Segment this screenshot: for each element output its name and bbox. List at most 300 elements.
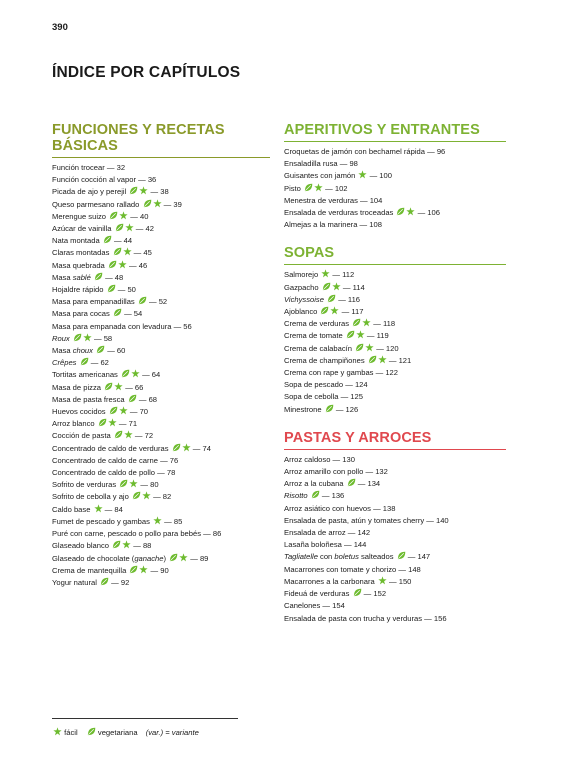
index-entry: Tortitas americanas — 64 (52, 370, 161, 380)
star-icon (125, 223, 134, 232)
index-entry: Fumet de pescado y gambas — 85 (52, 516, 183, 526)
index-entry: Nata montada — 44 (52, 236, 133, 246)
index-entry: Puré con carne, pescado o pollo para bebés — 86 (52, 529, 222, 539)
leaf-icon (128, 394, 137, 403)
leaf-icon (115, 223, 124, 232)
page-ref: 62 (100, 358, 109, 368)
recipe-name: Hojaldre rápido (52, 285, 104, 295)
page-ref: 66 (134, 382, 144, 392)
star-icon (330, 306, 339, 315)
recipe-name: Canelones (284, 601, 321, 611)
page-ref: 68 (148, 394, 158, 404)
leaf-icon (347, 478, 356, 487)
page-ref: 76 (169, 455, 179, 465)
index-entry: Masa de pizza — 66 (52, 382, 144, 392)
page-ref: 48 (114, 272, 124, 282)
recipe-name: Ensaladilla rusa (284, 159, 338, 169)
index-entry: Crema con rape y gambas — 122 (284, 368, 398, 378)
index-entry: Masa choux — 60 (52, 346, 126, 356)
index-entry: Guisantes con jamón — 100 (284, 171, 392, 181)
page-ref: 121 (398, 355, 412, 365)
recipe-name: Tagliatelle con boletus salteados (284, 552, 394, 562)
page-ref: 32 (116, 163, 126, 172)
index-entry: Canelones — 154 (284, 601, 345, 611)
star-icon (179, 553, 188, 562)
page-ref: 89 (199, 553, 209, 563)
leaf-icon (138, 296, 147, 305)
star-icon (108, 418, 117, 427)
index-column-left (52, 122, 270, 603)
index-section (52, 122, 270, 589)
star-icon (153, 516, 162, 525)
leaf-icon (104, 382, 113, 391)
leaf-icon (100, 577, 109, 586)
star-icon (365, 343, 374, 352)
recipe-name: Minestrone (284, 404, 322, 414)
star-icon (142, 491, 151, 500)
index-entry: Masa de pasta fresca — 68 (52, 394, 158, 404)
star-icon (378, 576, 387, 585)
star-icon (362, 318, 371, 327)
page-ref: 40 (140, 211, 149, 221)
index-entry: Cocción de pasta — 72 (52, 431, 154, 441)
footer-divider (52, 718, 238, 719)
page-ref: 106 (427, 208, 440, 218)
index-entry: Ajoblanco — 117 (284, 307, 364, 317)
index-entry: Yogur natural — 92 (52, 577, 130, 587)
recipe-name: Risotto (284, 491, 308, 501)
page-ref: 92 (120, 577, 130, 587)
leaf-icon (109, 406, 118, 415)
page-ref: 148 (408, 564, 421, 574)
leaf-icon (108, 260, 117, 269)
index-entry: Minestrone — 126 (284, 404, 359, 414)
legend-facil-label: fácil (64, 728, 78, 737)
index-entry: Almejas a la marinera — 108 (284, 220, 382, 230)
index-entry: Masa para empanada con levadura — 56 (52, 321, 192, 331)
leaf-icon (80, 357, 89, 366)
star-icon (53, 727, 62, 736)
star-icon (94, 504, 103, 513)
index-entry: Claras montadas — 45 (52, 248, 152, 258)
recipe-name: Crema de tomate (284, 331, 343, 341)
index-entry: Lasaña boloñesa — 144 (284, 540, 367, 550)
index-entry: Ensaladilla rusa — 98 (284, 159, 358, 169)
index-entry: Tagliatelle con boletus salteados — 147 (284, 552, 431, 562)
page-ref: 38 (160, 187, 169, 197)
leaf-icon (322, 282, 331, 291)
page-ref: 36 (147, 175, 157, 185)
page-ref: 138 (382, 503, 396, 513)
star-icon (114, 382, 123, 391)
recipe-name: Ajoblanco (284, 307, 318, 317)
leaf-icon (169, 553, 178, 562)
recipe-name: Ensalada de pasta, atún y tomates cherry (284, 515, 425, 525)
page-title: ÍNDICE POR CAPÍTULOS (52, 64, 241, 81)
page-ref: 119 (376, 331, 389, 341)
recipe-name: Concentrado de caldo de carne (52, 455, 158, 465)
recipe-name: Concentrado de caldo de verduras (52, 443, 169, 453)
index-entry: Función trocear — 32 (52, 163, 126, 172)
page-ref: 104 (369, 195, 383, 205)
page-ref: 39 (173, 199, 182, 209)
recipe-name: Arroz caldoso (284, 454, 331, 464)
recipe-name: Fumet de pescado y gambas (52, 516, 150, 526)
recipe-name: Claras montadas (52, 248, 110, 258)
recipe-name: Nata montada (52, 236, 100, 246)
page-ref: 88 (142, 541, 152, 551)
recipe-name: Masa quebrada (52, 260, 105, 270)
recipe-name: Masa choux (52, 346, 93, 356)
page-ref: 118 (382, 319, 396, 329)
page-ref: 90 (160, 565, 169, 575)
recipe-name: Macarrones con tomate y chorizo (284, 564, 397, 574)
recipe-name: Guisantes con jamón (284, 171, 356, 181)
recipe-name: Lasaña boloñesa (284, 540, 342, 550)
entry-list (284, 269, 506, 415)
section-title: APERITIVOS Y ENTRANTES (284, 122, 506, 142)
leaf-icon (96, 345, 105, 354)
leaf-icon (109, 211, 118, 220)
star-icon (358, 170, 367, 179)
recipe-name: Croquetas de jamón con bechamel rápida (284, 147, 425, 156)
page-ref: 140 (435, 515, 449, 525)
index-column-right (284, 122, 506, 639)
page-ref: 44 (123, 236, 133, 246)
page-ref: 117 (351, 307, 364, 317)
index-entry: Glaseado blanco — 88 (52, 541, 152, 551)
page-ref: 64 (151, 370, 161, 380)
recipe-name: Sopa de cebolla (284, 392, 339, 402)
index-entry: Hojaldre rápido — 50 (52, 285, 136, 295)
index-section (284, 245, 506, 415)
recipe-name: Ensalada de pasta con trucha y verduras (284, 613, 423, 623)
index-entry: Concentrado de caldo de pollo — 78 (52, 468, 176, 478)
index-entry: Crêpes — 62 (52, 358, 109, 368)
legend (52, 727, 205, 737)
index-entry: Arroz caldoso — 130 (284, 454, 355, 464)
leaf-icon (114, 430, 123, 439)
index-entry: Masa sablé — 48 (52, 272, 124, 282)
star-icon (332, 282, 341, 291)
index-entry: Croquetas de jamón con bechamel rápida — 96 (284, 147, 446, 156)
recipe-name: Crema con rape y gambas (284, 368, 374, 378)
index-entry: Arroz asiático con huevos — 138 (284, 503, 396, 513)
index-entry: Masa quebrada — 46 (52, 260, 148, 270)
index-entry: Masa para empanadillas — 52 (52, 297, 168, 307)
section-title: SOPAS (284, 245, 506, 265)
leaf-icon (327, 294, 336, 303)
recipe-name: Caldo base (52, 504, 91, 514)
star-icon (119, 211, 128, 220)
leaf-icon (353, 588, 362, 597)
page-ref: 150 (398, 576, 412, 586)
index-entry: Concentrado de caldo de carne — 76 (52, 455, 179, 465)
leaf-icon (320, 306, 329, 315)
recipe-name: Función trocear (52, 163, 105, 172)
recipe-name: Arroz blanco (52, 419, 95, 429)
leaf-icon (132, 491, 141, 500)
index-section (284, 430, 506, 625)
recipe-name: Arroz amarillo con pollo (284, 467, 364, 477)
recipe-name: Crema de verduras (284, 319, 349, 329)
recipe-name: Ensalada de arroz (284, 528, 346, 538)
star-icon (118, 260, 127, 269)
page-ref: 74 (202, 443, 211, 453)
page-ref: 58 (103, 333, 113, 343)
index-entry: Macarrones con tomate y chorizo — 148 (284, 564, 421, 574)
leaf-icon (355, 343, 364, 352)
index-entry: Ensalada de pasta, atún y tomates cherry — 140 (284, 515, 449, 525)
leaf-icon (346, 330, 355, 339)
star-icon (83, 333, 92, 342)
page-ref: 132 (375, 467, 388, 477)
star-icon (321, 269, 330, 278)
star-icon (182, 443, 191, 452)
leaf-icon (172, 443, 181, 452)
recipe-name: Puré con carne, pescado o pollo para bebés (52, 529, 202, 539)
index-entry: Masa para cocas — 54 (52, 309, 143, 319)
index-entry: Sopa de pescado — 124 (284, 380, 368, 390)
index-entry: Crema de champiñones — 121 (284, 355, 412, 365)
index-entry: Vichyssoise — 116 (284, 294, 361, 304)
leaf-icon (352, 318, 361, 327)
page-ref: 147 (417, 552, 431, 562)
page-ref: 98 (349, 159, 358, 169)
recipe-name: Función cocción al vapor (52, 175, 136, 185)
page-ref: 42 (145, 224, 154, 234)
page-ref: 56 (183, 321, 192, 331)
recipe-name: Masa para empanadillas (52, 297, 135, 307)
page-number: 390 (52, 22, 68, 33)
index-entry: Gazpacho — 114 (284, 282, 365, 292)
leaf-icon (113, 308, 122, 317)
index-entry: Sofrito de cebolla y ajo — 82 (52, 492, 172, 502)
recipe-name: Glaseado de chocolate (ganache) (52, 553, 166, 563)
recipe-name: Vichyssoise (284, 294, 324, 304)
leaf-icon (107, 284, 116, 293)
section-title: FUNCIONES Y RECETAS BÁSICAS (52, 122, 270, 158)
page-ref: 108 (369, 220, 382, 230)
leaf-icon (396, 207, 405, 216)
recipe-name: Concentrado de caldo de pollo (52, 468, 156, 478)
page-ref: 122 (385, 368, 398, 378)
star-icon (139, 565, 148, 574)
page-ref: 54 (133, 309, 143, 319)
leaf-icon (73, 333, 82, 342)
recipe-name: Gazpacho (284, 282, 319, 292)
recipe-name: Masa de pizza (52, 382, 101, 392)
entry-list (52, 162, 270, 589)
page-ref: 116 (347, 294, 361, 304)
recipe-name: Crema de mantequilla (52, 565, 127, 575)
index-entry: Ensalada de arroz — 142 (284, 528, 371, 538)
index-entry: Macarrones a la carbonara — 150 (284, 576, 412, 586)
recipe-name: Almejas a la marinera (284, 220, 358, 230)
recipe-name: Crema de champiñones (284, 355, 365, 365)
page-ref: 130 (342, 454, 355, 464)
leaf-icon (311, 490, 320, 499)
recipe-name: Arroz asiático con huevos (284, 503, 371, 513)
page-ref: 85 (173, 516, 183, 526)
recipe-name: Sofrito de cebolla y ajo (52, 492, 129, 502)
page-ref: 134 (367, 479, 381, 489)
index-entry: Crema de verduras — 118 (284, 319, 396, 329)
leaf-icon (119, 479, 128, 488)
recipe-name: Sofrito de verduras (52, 480, 117, 490)
index-entry: Menestra de verduras — 104 (284, 195, 383, 205)
index-entry: Glaseado de chocolate (ganache) — 89 (52, 553, 209, 563)
index-entry: Queso parmesano rallado — 39 (52, 199, 182, 209)
page-ref: 72 (144, 431, 154, 441)
page-ref: 152 (373, 589, 387, 599)
recipe-name: Salmorejo (284, 270, 319, 280)
leaf-icon (129, 186, 138, 195)
leaf-icon (143, 199, 152, 208)
leaf-icon (304, 183, 313, 192)
recipe-name: Masa de pasta fresca (52, 394, 125, 404)
index-entry: Sopa de cebolla — 125 (284, 392, 363, 402)
page-ref: 142 (357, 528, 371, 538)
recipe-name: Azúcar de vainilla (52, 224, 112, 234)
entry-list (284, 146, 506, 231)
page-ref: 45 (143, 248, 152, 258)
entry-list (284, 454, 506, 625)
recipe-name: Glaseado blanco (52, 541, 109, 551)
star-icon (314, 183, 323, 192)
page-ref: 60 (116, 346, 126, 356)
index-entry: Picada de ajo y perejil — 38 (52, 187, 169, 197)
recipe-name: Crêpes (52, 358, 77, 368)
leaf-icon (103, 235, 112, 244)
page-ref: 82 (162, 492, 172, 502)
index-entry: Concentrado de caldo de verduras — 74 (52, 443, 211, 453)
page-ref: 50 (127, 285, 136, 295)
legend-vegetariana (86, 728, 140, 737)
recipe-name: Pisto (284, 183, 301, 193)
index-entry: Merengue suizo — 40 (52, 211, 149, 221)
recipe-name: Masa para empanada con levadura (52, 321, 172, 331)
page-ref: 154 (332, 601, 345, 611)
recipe-name: Masa para cocas (52, 309, 110, 319)
page-ref: 136 (331, 491, 345, 501)
index-entry: Pisto — 102 (284, 183, 348, 193)
leaf-icon (94, 272, 103, 281)
index-entry: Fideuá de verduras — 152 (284, 589, 387, 599)
legend-vegetariana-label: vegetariana (97, 728, 138, 737)
page-ref: 84 (114, 504, 123, 514)
index-section (284, 122, 506, 231)
leaf-icon (87, 727, 96, 736)
page-ref: 70 (139, 407, 149, 417)
recipe-name: Tortitas americanas (52, 370, 118, 380)
leaf-icon (325, 404, 334, 413)
page-ref: 100 (379, 171, 392, 181)
index-entry: Ensalada de pasta con trucha y verduras — 156 (284, 613, 447, 623)
recipe-name: Huevos cocidos (52, 407, 106, 417)
star-icon (123, 247, 132, 256)
leaf-icon (121, 369, 130, 378)
recipe-name: Merengue suizo (52, 211, 107, 221)
star-icon (378, 355, 387, 364)
legend-variante: (var.) = variante (145, 728, 199, 737)
section-title: PASTAS Y ARROCES (284, 430, 506, 450)
star-icon (406, 207, 415, 216)
star-icon (119, 406, 128, 415)
star-icon (122, 540, 131, 549)
page-ref: 120 (385, 343, 399, 353)
star-icon (153, 199, 162, 208)
page-ref: 114 (352, 282, 365, 292)
recipe-name: Roux (52, 333, 70, 343)
leaf-icon (98, 418, 107, 427)
index-entry: Salmorejo — 112 (284, 270, 355, 280)
index-entry: Sofrito de verduras — 80 (52, 480, 159, 490)
index-entry: Ensalada de verduras troceadas — 106 (284, 208, 440, 218)
star-icon (131, 369, 140, 378)
recipe-name: Menestra de verduras (284, 195, 358, 205)
index-entry: Huevos cocidos — 70 (52, 407, 149, 417)
page-ref: 112 (342, 270, 355, 280)
index-entry: Roux — 58 (52, 333, 113, 343)
page-ref: 124 (354, 380, 368, 390)
leaf-icon (129, 565, 138, 574)
index-entry: Risotto — 136 (284, 491, 345, 501)
recipe-name: Queso parmesano rallado (52, 199, 140, 209)
index-entry: Caldo base — 84 (52, 504, 123, 514)
index-entry: Función cocción al vapor — 36 (52, 175, 157, 185)
leaf-icon (397, 551, 406, 560)
recipe-name: Masa sablé (52, 272, 91, 282)
page-ref: 156 (433, 613, 447, 623)
index-entry: Arroz amarillo con pollo — 132 (284, 467, 388, 477)
recipe-name: Ensalada de verduras troceadas (284, 208, 394, 218)
index-entry: Crema de tomate — 119 (284, 331, 389, 341)
page-ref: 52 (158, 297, 168, 307)
index-entry: Crema de calabacín — 120 (284, 343, 399, 353)
star-icon (129, 479, 138, 488)
index-entry: Azúcar de vainilla — 42 (52, 224, 154, 234)
page-ref: 126 (345, 404, 359, 414)
index-entry: Crema de mantequilla — 90 (52, 565, 169, 575)
page-ref: 71 (128, 419, 138, 429)
legend-facil (52, 728, 80, 737)
recipe-name: Fideuá de verduras (284, 589, 350, 599)
index-entry: Arroz a la cubana — 134 (284, 479, 381, 489)
page-ref: 102 (334, 183, 348, 193)
recipe-name: Arroz a la cubana (284, 479, 344, 489)
page-ref: 125 (350, 392, 363, 402)
star-icon (139, 186, 148, 195)
leaf-icon (368, 355, 377, 364)
recipe-name: Macarrones a la carbonara (284, 576, 375, 586)
leaf-icon (113, 247, 122, 256)
star-icon (356, 330, 365, 339)
recipe-name: Yogur natural (52, 577, 97, 587)
page-ref: 96 (436, 147, 446, 156)
page-ref: 46 (138, 260, 148, 270)
page-ref: 86 (212, 529, 222, 539)
recipe-name: Picada de ajo y perejil (52, 187, 127, 197)
page-ref: 80 (150, 480, 159, 490)
star-icon (124, 430, 133, 439)
index-entry: Arroz blanco — 71 (52, 419, 138, 429)
recipe-name: Sopa de pescado (284, 380, 344, 390)
page-ref: 144 (353, 540, 367, 550)
recipe-name: Cocción de pasta (52, 431, 111, 441)
leaf-icon (112, 540, 121, 549)
page-ref: 78 (166, 468, 176, 478)
